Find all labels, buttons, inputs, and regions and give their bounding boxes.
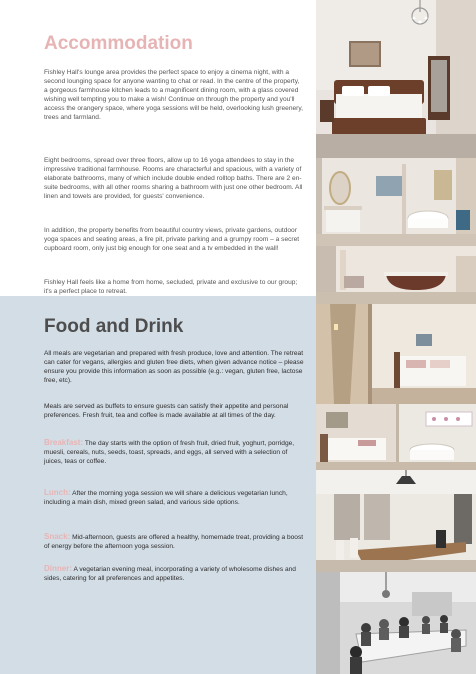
accommodation-paragraph-1: Fishley Hall's lounge area provides the perfect space to enjoy a cinema night, with a second lounging space for anyone wanting to chat or read. In the centre of the property, a gorgeous farmhouse kitchen leads to a magnificent dining room, with a glass covered wishing well tempting you to make a wish! Continue on through the property and you'll access the orangery space, where yoga sessions will be held, overlooking lush greenery, trees and farmland.	[44, 69, 304, 122]
snack-label: Snack:	[44, 532, 71, 541]
accommodation-paragraph-2: Eight bedrooms, spread over three floors, allow up to 16 yoga attendees to stay in the impressive traditional farmhouse. Rooms are characterful and spacious, with a variety of elaborate bathrooms, many of which include double ended rolltop baths. There are 2 en-suite bedrooms, with all other rooms sharing a bathroom with just one other bedroom. All linen and towels are provided, for guests' convenience.	[44, 157, 303, 201]
snack-paragraph	[44, 532, 306, 551]
photo-column	[316, 0, 476, 674]
breakfast-text: The day starts with the option of fresh fruit, dried fruit, yoghurt, porridge, muesli, cereals, nuts, seeds, toast, spreads, and eggs, all served with a selection of juices, teas or coffee.	[44, 440, 295, 466]
dinner-paragraph	[44, 564, 306, 583]
hallway-bedroom-photo	[316, 304, 476, 404]
accommodation-section	[0, 0, 316, 296]
accommodation-heading: Accommodation	[44, 33, 193, 54]
dinner-text: A vegetarian evening meal, incorporating a variety of wholesome dishes and sides, catering for all preferences and appetites.	[44, 566, 296, 583]
bathroom-rolltop-photo	[316, 158, 476, 246]
accommodation-paragraph-4: Fishley Hall feels like a home from home, secluded, private and exclusive to our group; it's a perfect place to retreat.	[44, 279, 298, 296]
food-paragraph-1: All meals are vegetarian and prepared with fresh produce, love and attention. The retreat can cater for vegans, allergies and gluten free diets, when given advance notice – please ensure you provide this information as soon as possible (e.g.: vegan, gluten free, lactose free, etc).	[44, 350, 304, 385]
dinner-label: Dinner:	[44, 564, 72, 573]
bedroom-chandelier-photo	[316, 0, 476, 158]
lunch-text: After the morning yoga session we will share a delicious vegetarian lunch, including a main dish, mixed green salad, and various side options.	[44, 490, 288, 507]
food-heading: Food and Drink	[44, 316, 184, 337]
lunch-paragraph	[44, 488, 306, 507]
group-dining-photo	[316, 572, 476, 674]
dining-room-photo	[316, 470, 476, 572]
bedroom-bath-photo	[316, 404, 476, 470]
accommodation-paragraph-3: In addition, the property benefits from beautiful country views, private gardens, outdoor yoga spaces and seating areas, a fire pit, private parking and a grumpy room – a secret cupboard room, only just big enough for one seat and a tv embedded in the wall!	[44, 227, 300, 253]
bathroom-bath-photo	[316, 246, 476, 304]
lunch-label: Lunch:	[44, 488, 71, 497]
snack-text: Mid-afternoon, guests are offered a healthy, homemade treat, providing a boost of energy before the afternoon yoga session.	[44, 534, 304, 551]
breakfast-paragraph	[44, 438, 306, 466]
food-paragraph-2: Meals are served as buffets to ensure guests can satisfy their appetite and personal preferences. Fresh fruit, tea and coffee is made available at all times of the day.	[44, 403, 289, 420]
breakfast-label: Breakfast:	[44, 438, 84, 447]
